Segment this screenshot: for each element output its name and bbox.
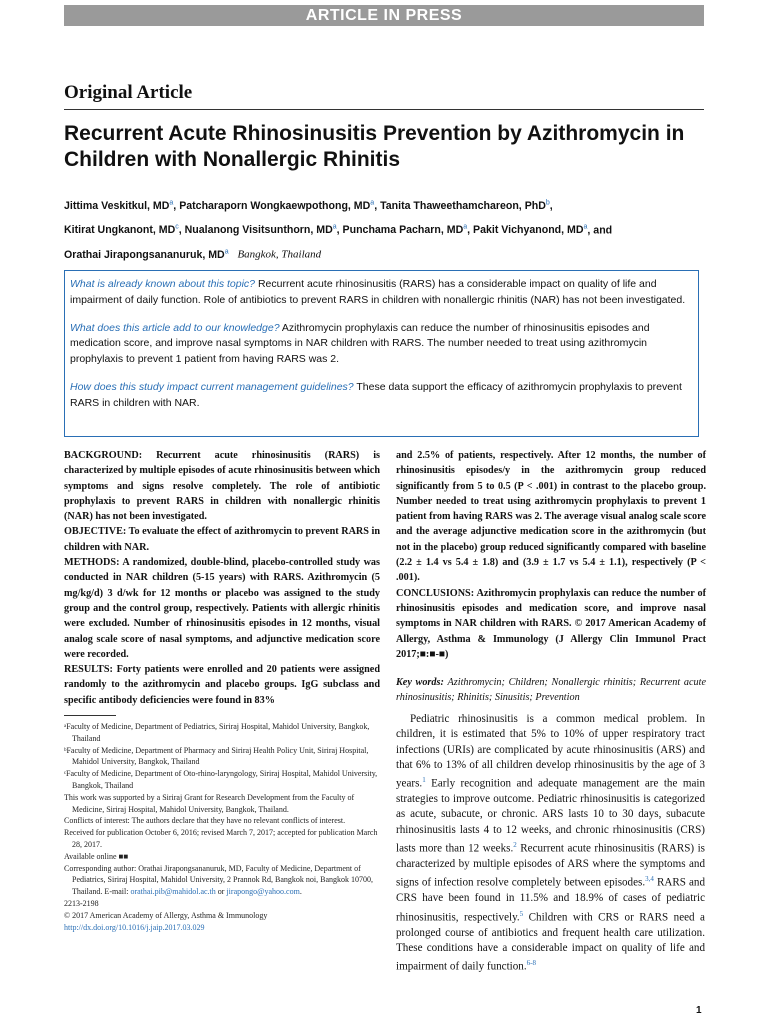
abstract-text-left: BACKGROUND: Recurrent acute rhinosinusitis (RARS) is characterized by multiple episodes of acute rhinosinusitis between which symptoms and signs resolve completely. The role of antibiotic prophylaxis to prevent RARS in children with nonallergic rhinitis (NAR) has not been investigated. OBJECTIVE: To evaluate the effect of azithromycin to prevent RARS in children with NAR. METHODS: A randomized, double-blind, placebo-controlled study was conducted in NAR children (5-15 years) with RARS. Azithromycin (5 mg/kg/d) 3 d/wk for 12 months or placebo was assigned to the study group and the control group, respectively. Patients with allergic rhinitis were excluded. Number of rhinosinusitis episodes in 12 months, visual analog scale score of nasal symptoms, and adjunctive medication score were recorded. RESULTS: Forty patients were enrolled and 20 patients were assigned randomly to the azithromycin and placebo groups. IgG subclass and specific antibody deficiencies were found in 83% bbox=[64, 450, 380, 706]
key-point bbox=[70, 277, 688, 309]
keywords-label: Key words: bbox=[396, 677, 444, 689]
author-name: Orathai Jirapongsananuruk, MD bbox=[64, 248, 225, 261]
abstract-left-column bbox=[64, 448, 380, 708]
keywords-list: Azithromycin; Children; Nonallergic rhinitis; Recurrent acute rhinosinusitis; Rhinitis; Sinusitis; Prevention bbox=[396, 677, 706, 704]
authors-line-2: Kitirat Ungkanont, $MD^c$, Nualanong Visitsunthorn, $MD^a$, Punchama Pacharn, $MD^a$, Pakit Vichyanond, $MD^a$, and bbox=[64, 223, 613, 237]
author-list bbox=[64, 192, 704, 266]
authors-line-1: Jittima Veskitkul, $MD^a$, Patcharaporn Wongkaewpothong, $MD^a$, Tanita Thaweethamchareon, PhD$^b$, bbox=[64, 199, 553, 212]
article-type-label: Original Article bbox=[64, 82, 193, 103]
citation-marker[interactable]: 5 bbox=[519, 909, 524, 918]
author-location: Bangkok, Thailand bbox=[237, 248, 322, 261]
abstract-text-right: and 2.5% of patients, respectively. After 12 months, the number of rhinosinusitis episodes/y in the azithromycin group reduced significantly from 5 to 0.5 (P < .001) in contrast to the placebo group. Number needed to treat using azithromycin prophylaxis to prevent 1 patient from having RARS was 2. The average visual analog scale score and the average adjunctive medication score in the azithromycin (but not in the placebo) group reduced significantly compared with baseline (2.2 ± 1.4 vs 5.4 ± 1.8) and (3.9 ± 1.7 vs 5.4 ± 1.1), respectively (P < .001). CONCLUSIONS: Azithromycin prophylaxis can reduce the number of rhinosinusitis episodes and medication score, and improve nasal symptoms in NAR children with RARS. © 2017 American Academy of Allergy, Asthma & Immunology (J Allergy Clin Immunol Pract 2017;■:■-■) bbox=[396, 450, 706, 660]
author-name: Punchama Pacharn, MD bbox=[342, 224, 464, 237]
footnote: Received for publication October 6, 2016; revised March 7, 2017; accepted for publication March 28, 2017. bbox=[64, 828, 378, 849]
author-name: Pakit Vichyanond, MD bbox=[473, 224, 584, 237]
article-in-press-banner: ARTICLE IN PRESS bbox=[64, 5, 704, 26]
email-link[interactable]: orathai.pib@mahidol.ac.th bbox=[130, 887, 216, 897]
affiliation-marker[interactable]: a bbox=[583, 223, 588, 231]
footnote: Available online ■■ bbox=[64, 851, 129, 861]
citation-marker[interactable]: 3,4 bbox=[645, 875, 654, 884]
key-points-box bbox=[64, 270, 699, 437]
header-rule bbox=[64, 109, 704, 110]
author-name: Tanita Thaweethamchareon, PhD bbox=[380, 199, 546, 212]
doi-link[interactable]: http://dx.doi.org/10.1016/j.jaip.2017.03.029 bbox=[64, 922, 205, 932]
affiliation-marker[interactable]: a bbox=[332, 223, 337, 231]
key-point-answer: These data support the efficacy of azithromycin prophylaxis to prevent RARS in children with NAR. bbox=[70, 380, 682, 409]
authors-line-3 bbox=[64, 241, 704, 266]
key-point bbox=[70, 321, 688, 368]
footnote: Conflicts of interest: The authors declare that they have no relevant conflicts of interest. bbox=[64, 816, 346, 826]
affiliation-marker[interactable]: a bbox=[224, 248, 229, 256]
author-name: Kitirat Ungkanont, MD bbox=[64, 224, 176, 237]
issn: 2213-2198 bbox=[64, 898, 99, 908]
affiliation-marker[interactable]: a bbox=[463, 223, 468, 231]
author-name: Jittima Veskitkul, MD bbox=[64, 199, 170, 212]
footnotes bbox=[64, 721, 382, 933]
affiliation-marker[interactable]: c bbox=[175, 223, 179, 231]
corresponding-author bbox=[64, 863, 382, 898]
copyright: © 2017 American Academy of Allergy, Asthma & Immunology bbox=[64, 910, 268, 920]
affiliation-marker[interactable]: a bbox=[169, 199, 174, 206]
footnote-rule bbox=[64, 715, 116, 716]
email-link[interactable]: jirapongo@yahoo.com bbox=[226, 887, 300, 897]
author-name: Patcharaporn Wongkaewpothong, MD bbox=[179, 199, 371, 212]
key-point-question: How does this study impact current management guidelines? bbox=[70, 380, 354, 393]
citation-marker[interactable]: 2 bbox=[513, 841, 517, 850]
email-end: . bbox=[299, 887, 302, 897]
page-number: 1 bbox=[696, 1005, 702, 1016]
email-separator: or bbox=[215, 887, 227, 897]
authors-and: , and bbox=[587, 224, 613, 237]
key-point-question: What is already known about this topic? bbox=[70, 278, 256, 290]
article-title: Recurrent Acute Rhinosinusitis Prevention by Azithromycin in Children with Nonallergic Rhinitis bbox=[64, 122, 685, 171]
key-point-question: What does this article add to our knowledge? bbox=[70, 321, 280, 334]
key-point-answer: Recurrent acute rhinosinusitis (RARS) has a considerable impact on quality of life and impairment of daily function. Role of antibiotics to prevent RARS in children with nonallergic rhinitis (NAR) has not been investigated. bbox=[70, 278, 686, 306]
corresponding-text: Corresponding author: Orathai Jirapongsananuruk, MD, Faculty of Medicine, Department of Pediatrics, Siriraj Hospital, Mahidol University, 2 Prannok Rd, Bangkok noi, Bangkok 10700, Thailand. E-mail: bbox=[64, 863, 374, 897]
affiliation-marker[interactable]: a bbox=[370, 199, 375, 206]
abstract-right-column bbox=[396, 448, 706, 705]
citation-marker[interactable]: 6-8 bbox=[526, 959, 536, 968]
key-point-answer: Azithromycin prophylaxis can reduce the number of rhinosinusitis episodes and medication score, and improve nasal symptoms in NAR children with RARS. The number needed to treat using azithromycin prophylaxis to prevent 1 patient from having RARS was 2. bbox=[70, 321, 650, 366]
intro-paragraph: Pediatric rhinosinusitis is a common medical problem. In children, it is estimated that 5% to 10% of upper respiratory tract infections (URIs) are complicated by acute rhinosinusitis (ARS) and that 6% to 13% of all children develop rhinosinusitis by the age of 3 years.$^1$ Early recognition and adequate management are the main strategies to improve outcome. Pediatric rhinosinusitis is categorized as acute, subacute, or chronic. ARS lasts 10 to 30 days, subacute rhinosinusitis lasts 4 to 12 weeks, and chronic rhinosinusitis (CRS) lasts more than 12 weeks.$^2$ Recurrent acute rhinosinusitis (RARS) is characterized by multiple episodes of ARS where the symptoms and signs of infection resolve completely between episodes.$^{3,4}$ RARS and CRS have been found in 11.5% and 18.9% of cases of pediatric rhinosinusitis, respectively.$^5$ Children with CRS or RARS need a prolonged course of antibiotics and frequent health care utilization. These conditions have a considerable impact on quality of life and impairment of daily function.$^{6-8}$ bbox=[396, 713, 705, 973]
author-name: Nualanong Visitsunthorn, MD bbox=[184, 224, 333, 237]
footnote: ᵇFaculty of Medicine, Department of Pharmacy and Siriraj Health Policy Unit, Siriraj Hospital, Mahidol University, Bangkok, Thailand bbox=[64, 745, 369, 767]
citation-marker[interactable]: 1 bbox=[422, 776, 426, 785]
key-point bbox=[70, 380, 688, 412]
footnote: This work was supported by a Siriraj Grant for Research Development from the Faculty of Medicine, Siriraj Hospital, Mahidol University, Bangkok, Thailand. bbox=[64, 792, 355, 814]
keywords bbox=[396, 675, 706, 705]
footnote: ᶜFaculty of Medicine, Department of Oto-rhino-laryngology, Siriraj Hospital, Mahidol University, Bangkok, Thailand bbox=[64, 769, 378, 790]
footnote: ᵃFaculty of Medicine, Department of Pediatrics, Siriraj Hospital, Mahidol University, Bangkok, Thailand bbox=[64, 722, 370, 743]
affiliation-marker[interactable]: b bbox=[545, 199, 550, 206]
